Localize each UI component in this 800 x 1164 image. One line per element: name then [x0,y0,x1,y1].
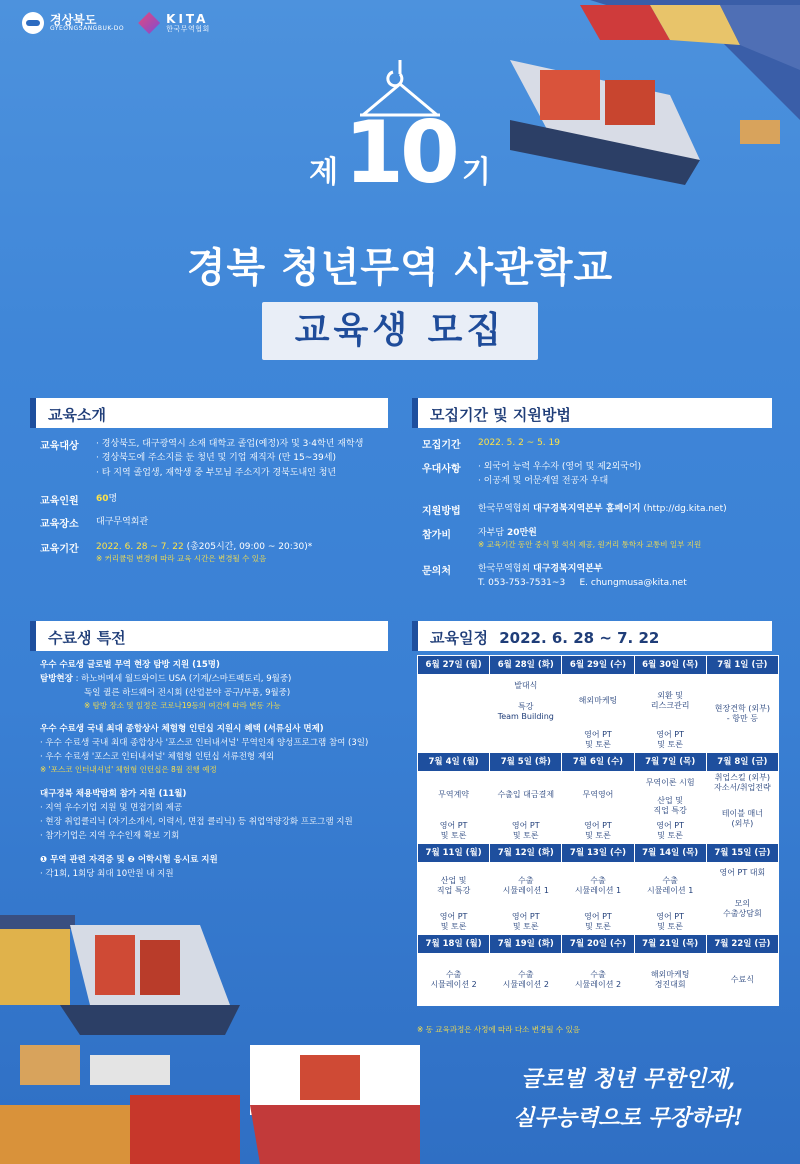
schedule-table [417,655,779,1006]
recruit-period-label: 모집기간 [422,440,461,451]
event-line: 수출 [518,970,534,980]
event-cell: 발대식 [490,675,562,697]
event-line: 해외마케팅 [650,970,690,980]
gyeongbuk-logo [22,12,124,34]
event-cell [634,727,706,753]
preference-label: 우대사항 [422,464,461,475]
date-cell: 7월 8일 (금) [706,753,778,772]
event-line: 시뮬레이션 1 [574,885,622,895]
benefit-3-line-1: · 지역 우수기업 지원 및 면접기회 제공 [40,802,183,813]
fee-label: 참가비 [422,530,451,541]
date-cell: 7월 6일 (수) [562,753,634,772]
empty-cell [418,675,490,753]
benefit-4-title: ❶ 무역 관련 자격증 및 ❷ 어학시험 응시료 지원 [40,854,218,865]
event-line: 시뮬레이션 2 [502,979,549,989]
slogan [478,1060,778,1137]
benefit-1-label: 탐방현장 [40,674,73,685]
date-cell: 7월 18일 (월) [418,935,490,954]
event-line: 및 토론 [657,739,684,749]
contact-label: 문의처 [422,566,451,577]
event-cell [562,909,634,935]
gyeongbuk-logo-name: 경상북도 [50,12,97,27]
event-cell [490,909,562,935]
event-cell [634,675,706,727]
event-line: 시뮬레이션 2 [574,979,622,989]
event-line: 수출 [662,876,678,886]
date-cell: 7월 13일 (수) [562,844,634,863]
target-line-2: · 경상북도에 주소지를 둔 청년 및 기업 재직자 (만 15~39세) [96,453,336,464]
event-line: 수출 [590,876,606,886]
count-label: 교육인원 [40,496,79,507]
method-homepage: 대구경북지역본부 홈페이지 [533,504,641,514]
event-line: 및 토론 [585,921,611,931]
contact-dept: 대구경북지역본부 [533,564,603,574]
benefits-section-header: 수료생 특전 [30,621,388,651]
event-line: 테이블 매너 [721,809,763,819]
page-title: 경북 청년무역 사관학교 [186,245,614,291]
slogan-line-2: 실무능력으로 무장하라! [513,1104,743,1131]
edition-number: 10 [344,103,456,203]
event-cell [490,818,562,844]
event-cell [634,794,706,818]
date-cell: 7월 5일 (화) [490,753,562,772]
event-line: 및 토론 [440,830,467,840]
period-extra: (총205시간, 09:00 ~ 20:30)* [186,542,313,552]
date-cell: 6월 27일 (월) [418,656,490,675]
event-line: Team Building [497,711,554,721]
event-cell: 해외마케팅 [562,675,634,727]
date-cell: 7월 21일 (목) [634,935,706,954]
event-line: 영어 PT [584,821,612,831]
event-line: 및 토론 [585,739,611,749]
benefit-3-line-2: · 현장 취업클리닉 (자기소개서, 이력서, 면접 클리닉) 등 취업역량강화 프로그램 지원 [40,816,353,827]
event-cell [634,909,706,935]
apply-section-header: 모집기간 및 지원방법 [412,398,772,428]
date-cell: 7월 7일 (목) [634,753,706,772]
benefit-2-title: 우수 수료생 국내 최대 종합상사 체험형 인턴십 지원시 혜택 (서류심사 면제) [40,724,324,735]
event-cell [634,954,706,1006]
event-line: (외부) [731,818,754,828]
fee-pre: 자부담 [478,528,507,538]
event-line: 외환 및 [657,690,684,700]
event-line: 영어 PT [584,912,612,922]
period-label: 교육기간 [40,544,79,555]
benefit-2-line-1: · 우수 수료생 국내 최대 종합상사 '포스코 인터내셔널' 무역인재 양성프로그램 참여 (3일) [40,738,369,749]
event-line: 수출 [518,876,534,886]
event-cell [490,954,562,1006]
edition-suffix: 기 [461,155,491,190]
event-cell [634,818,706,844]
benefit-1-title: 우수 수료생 글로벌 무역 현장 탐방 지원 (15명) [40,660,220,670]
event-line: 영어 PT [656,729,685,739]
event-line: 자소서/취업전략 [713,782,771,792]
event-line: 리스크관리 [650,700,690,710]
count-value: 60 [96,494,109,504]
event-cell [418,863,490,909]
kita-logo-name: KITA [166,12,209,27]
benefit-2-note: ※ '포스코 인터내셔널' 체험형 인턴십은 8월 진행 예정 [40,765,217,775]
schedule-section-header [412,621,772,651]
event-cell [490,863,562,909]
event-cell [418,818,490,844]
event-line: 직업 특강 [436,885,471,895]
gyeongbuk-logo-sub: GYEONGSANGBUK-DO [50,25,125,33]
event-line: 수출 [590,970,606,980]
event-line: - 항만 등 [726,713,758,723]
event-line: 산업 및 [657,796,684,806]
edition-prefix: 제 [309,155,339,190]
event-line: 경진대회 [654,979,686,989]
event-cell: 무역계약 [418,772,490,818]
target-label: 교육대상 [40,441,79,452]
edition-title [0,103,800,203]
recruit-banner: 교육생 모집 [262,302,538,360]
schedule-dates: 2022. 6. 28 ~ 7. 22 [499,629,660,647]
target-line-3: · 타 지역 졸업생, 재학생 중 부모님 주소지가 경북도내인 청년 [96,467,337,478]
benefit-3-line-3: · 참가기업은 지역 우수인재 확보 기회 [40,830,180,841]
event-line: 시뮬레이션 1 [502,885,549,895]
event-cell: 수료식 [706,954,778,1006]
method-pre: 한국무역협회 [478,504,534,514]
event-cell [418,909,490,935]
event-line: 영어 PT [439,912,468,922]
schedule-note: ※ 동 교육과정은 사정에 따라 다소 변경될 수 있음 [417,1025,581,1034]
benefit-1-line-1: : 하노버메세 월드와이드 USA (기계/스마트팩토리, 9월중) [75,674,292,685]
event-cell: 수출입 대금결제 [490,772,562,818]
period-note: ※ 커리큘럼 변경에 따라 교육 시간은 변경될 수 있음 [96,554,267,564]
date-cell: 7월 12일 (화) [490,844,562,863]
contact-email: E. chungmusa@kita.net [579,578,687,589]
event-line: 현장견학 (외부) [714,703,770,713]
event-line: 직업 특강 [653,805,687,815]
event-cell: 무역영어 [562,772,634,818]
event-cell: 무역이론 시험 [634,772,706,794]
date-cell: 7월 22일 (금) [706,935,778,954]
date-cell: 7월 11일 (월) [418,844,490,863]
event-cell [706,772,778,794]
place-value: 대구무역회관 [96,517,149,527]
date-cell: 7월 15일 (금) [706,844,778,863]
event-cell [562,727,634,753]
date-cell: 7월 20일 (수) [562,935,634,954]
kita-logo [138,12,210,34]
event-line: 및 토론 [512,830,539,840]
target-line-1: · 경상북도, 대구광역시 소재 대학교 졸업(예정)자 및 3·4학년 재학생 [96,439,364,449]
event-line: 영어 PT [656,821,685,831]
event-line: 영어 PT [511,912,540,922]
event-line: 및 토론 [657,830,684,840]
event-line: 영어 PT [656,912,685,922]
date-cell: 7월 4일 (월) [418,753,490,772]
event-cell [634,863,706,909]
fee-note: ※ 교육기간 동안 중식 및 석식 제공, 원거리 통학자 교통비 일부 지원 [478,540,702,550]
gyeongbuk-emblem-icon [22,12,44,34]
method-label: 지원방법 [422,506,461,517]
slogan-line-1: 글로벌 청년 무한인재, [520,1066,736,1092]
benefit-1-note: ※ 탐방 장소 및 일정은 코로나19등의 여건에 따라 변동 가능 [84,701,281,711]
date-cell: 7월 14일 (목) [634,844,706,863]
kita-logo-sub: 한국무역협회 [166,24,210,33]
date-cell: 7월 1일 (금) [706,656,778,675]
event-cell [562,954,634,1006]
benefit-4-line: · 각1회, 1회당 최대 10만원 내 지원 [40,868,174,879]
event-line: 및 토론 [657,921,684,931]
fee-amount: 20만원 [506,528,537,538]
event-line: 영어 PT [511,821,540,831]
recruit-period-value: 2022. 5. 2 ~ 5. 19 [478,438,560,448]
method-url: (http://dg.kita.net) [640,504,727,514]
event-line: 산업 및 [440,876,467,886]
event-line: 시뮬레이션 2 [430,979,477,989]
period-value: 2022. 6. 28 ~ 7. 22 [96,542,184,552]
date-cell: 6월 28일 (화) [490,656,562,675]
event-line: 수출상담회 [723,908,762,918]
event-line: 모의 [734,899,751,909]
event-line: 영어 PT [584,729,612,739]
event-cell [706,883,778,935]
event-cell [490,697,562,727]
event-cell [418,954,490,1006]
place-label: 교육장소 [40,519,79,530]
benefit-1-line-2: 독일 퀼른 하드웨어 전시회 (산업분야 공구/부품, 9월중) [84,688,291,699]
date-cell: 6월 29일 (수) [562,656,634,675]
event-cell [562,818,634,844]
event-line: 및 토론 [440,921,467,931]
port-illustration-bottom [0,905,420,1164]
event-line: 영어 PT [439,821,468,831]
event-line: 및 토론 [512,921,539,931]
event-line: 및 토론 [585,830,611,840]
benefit-2-line-2: · 우수 수료생 '포스코 인터내셔널' 체험형 인턴십 서류전형 제외 [40,752,275,763]
event-cell: 영어 PT 대회 [706,863,778,883]
event-line: 시뮬레이션 1 [647,885,694,895]
preference-line-2: · 이공계 및 어문계열 전공자 우대 [478,476,609,487]
event-line: 특강 [518,701,534,711]
event-cell [706,675,778,753]
event-line: 취업스킬 (외부) [714,773,770,782]
schedule-title: 교육일정 [430,629,488,647]
kita-emblem-icon [138,12,160,34]
event-cell [562,863,634,909]
event-cell [706,794,778,844]
event-line: 수출 [445,970,462,980]
date-cell: 6월 30일 (목) [634,656,706,675]
count-unit: 명 [108,494,118,504]
preference-line-1: · 외국어 능력 우수자 (영어 및 제2외국어) [478,462,642,472]
contact-pre: 한국무역협회 [478,564,534,574]
empty-cell [490,727,562,753]
education-section-header: 교육소개 [30,398,388,428]
benefit-3-title: 대구경북 채용박람회 참가 지원 (11월) [40,788,187,799]
date-cell: 7월 19일 (화) [490,935,562,954]
contact-tel: T. 053-753-7531~3 [478,578,566,589]
header-logos [22,12,210,34]
